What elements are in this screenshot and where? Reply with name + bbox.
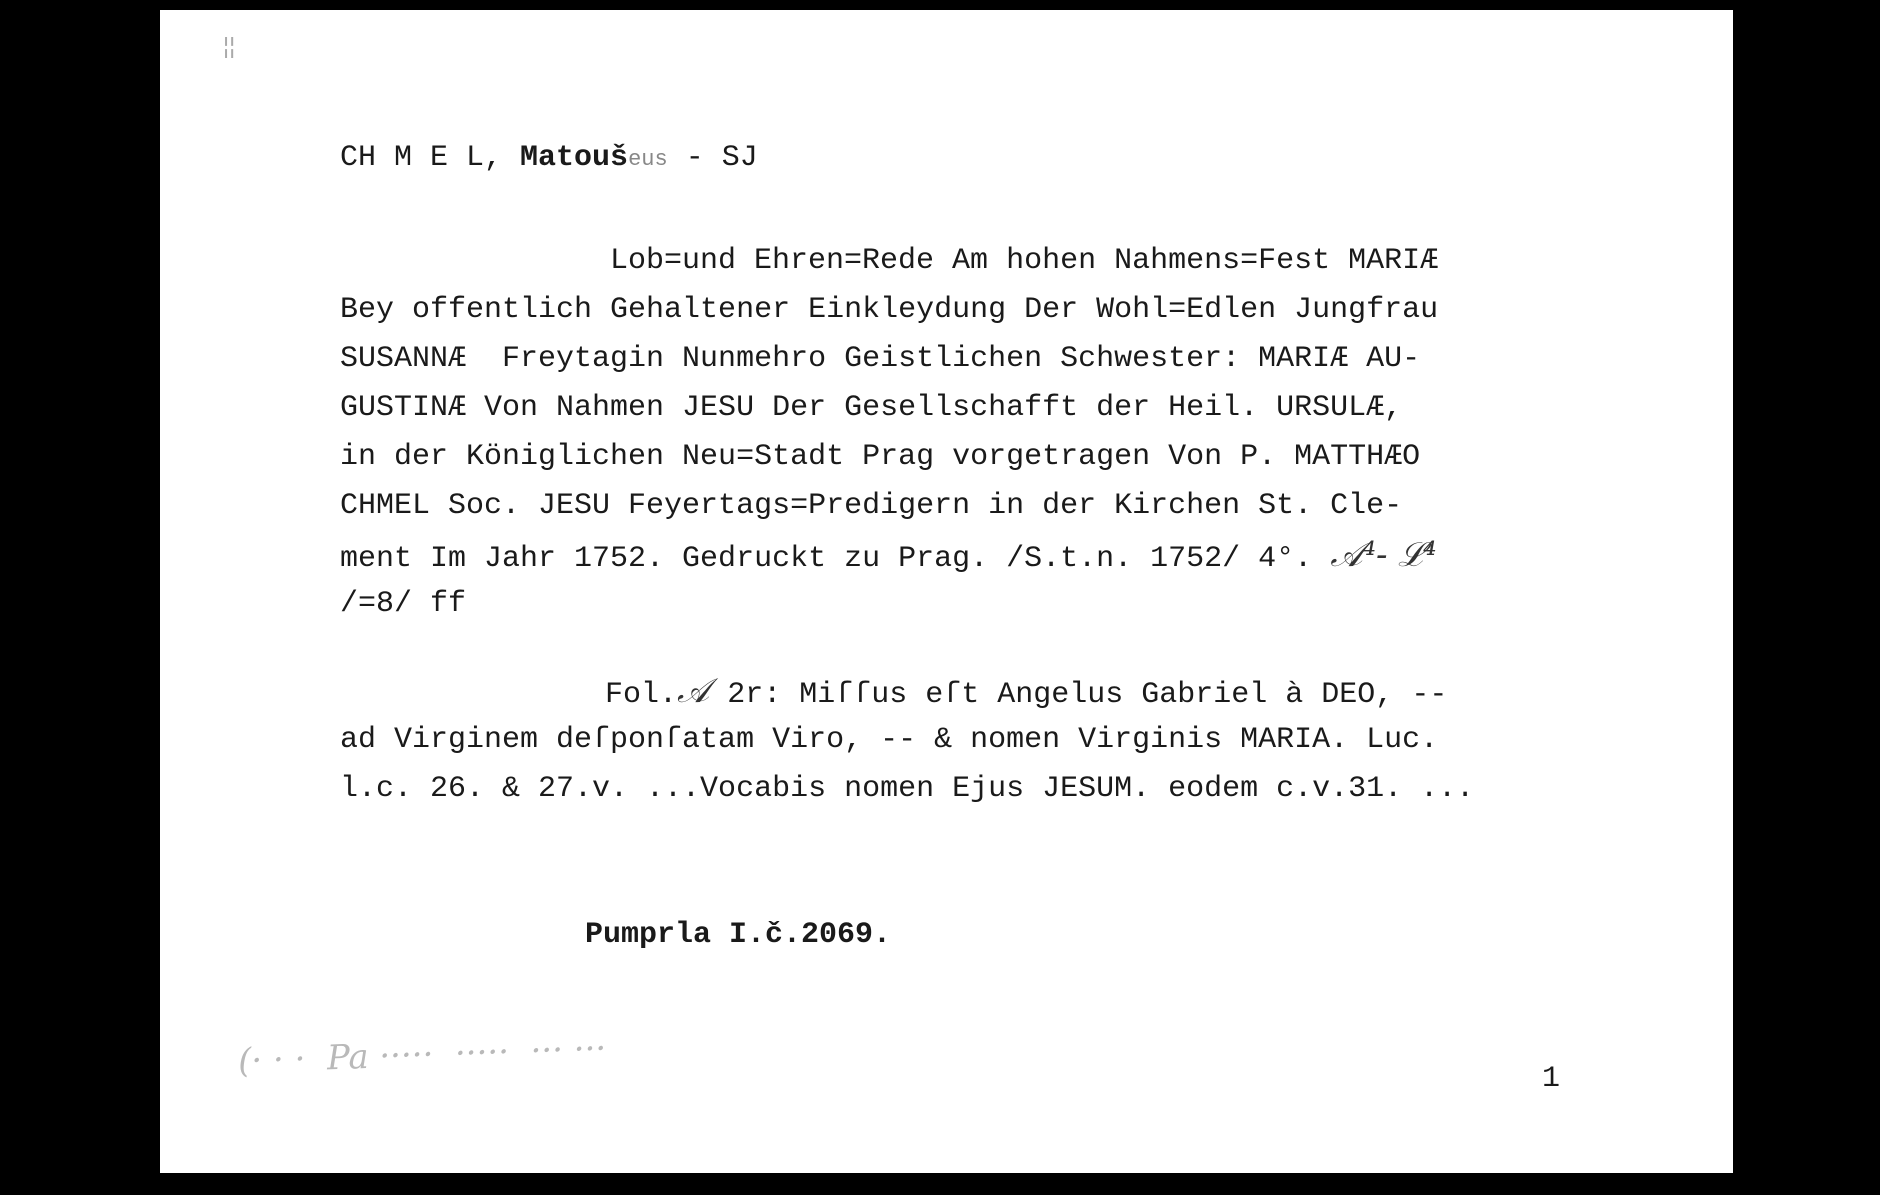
quote-line-3: l.c. 26. & 27.v. ...Vocabis nomen Ejus JESUM. eodem c.v.31. ... <box>340 772 1475 806</box>
catalog-card <box>160 10 1733 1173</box>
author-order: - SJ <box>685 141 758 175</box>
handwritten-pencil-note: (· · · Pa ····· ····· ··· ··· <box>237 1028 607 1082</box>
leaves-count: /=8/ ff <box>340 587 467 621</box>
imprint-text: ment Im Jahr 1752. Gedruckt zu Prag. /S.t.n. 1752/ 4°. <box>340 542 1313 576</box>
reference: Pumprla I.č.2069. <box>585 918 892 952</box>
author-surname: CH M E L, <box>340 141 503 175</box>
author-forename: Matouš <box>520 141 629 175</box>
title-line-6: CHMEL Soc. JESU Feyertags=Predigern in der Kirchen St. Cle- <box>340 489 1403 523</box>
imprint-line <box>340 537 1437 577</box>
card-heading <box>340 140 758 178</box>
quote-line-1-text: 2r: Miſſus eſt Angelus Gabriel à DEO, -- <box>727 678 1448 712</box>
title-line-3: SUSANNÆ Freytagin Nunmehro Geistlichen Schwester: MARIÆ AU- <box>340 342 1421 376</box>
title-line-5: in der Königlichen Neu=Stadt Prag vorgetragen Von P. MATTHÆO <box>340 440 1421 474</box>
page-number: 1 <box>1542 1062 1561 1096</box>
title-line-4: GUSTINÆ Von Nahmen JESU Der Gesellschafft der Heil. URSULÆ, <box>340 391 1403 425</box>
quote-line-2: ad Virginem deſponſatam Viro, -- & nomen Virginis MARIA. Luc. <box>340 723 1439 757</box>
title-line-1: Lob=und Ehren=Rede Am hohen Nahmens=Fest MARIÆ <box>610 244 1439 278</box>
title-line-2: Bey offentlich Gehaltener Einkleydung Der Wohl=Edlen Jungfrau <box>340 293 1439 327</box>
quote-line-1 <box>605 673 1447 713</box>
author-forename-faded: eus <box>628 147 668 172</box>
signature-marks: 𝒜⁴- ℒ⁴ <box>1330 535 1437 575</box>
margin-mark: ¦¦ <box>222 32 235 60</box>
quote-prefix: Fol. <box>605 678 678 712</box>
quote-signature-mark: 𝒜 <box>677 671 710 711</box>
